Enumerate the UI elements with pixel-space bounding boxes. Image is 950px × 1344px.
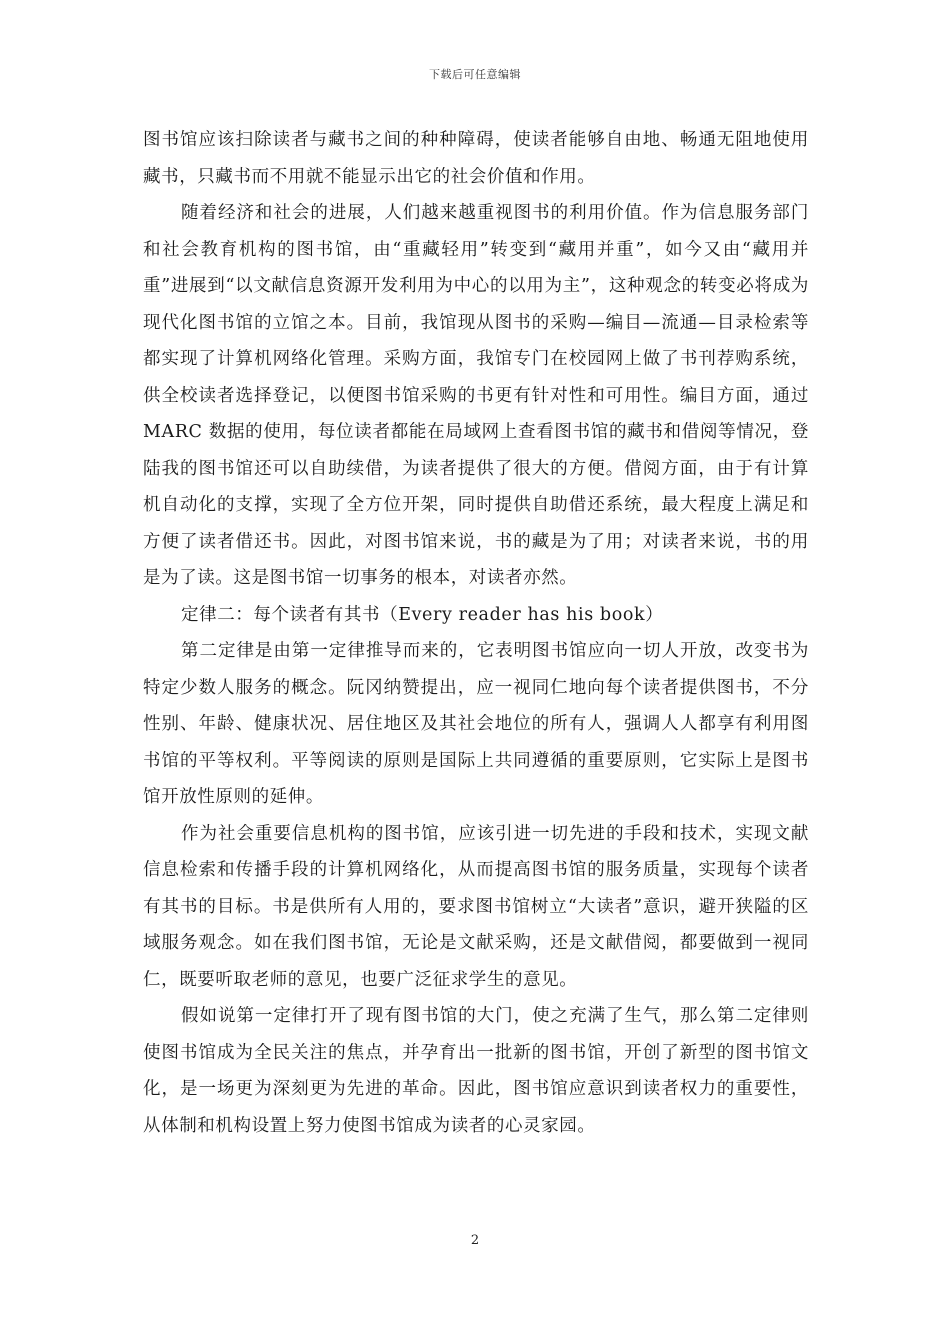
page-header: 下载后可任意编辑	[429, 68, 521, 81]
section-heading-law-two: 定律二：每个读者有其书（Every reader has his book）	[181, 604, 664, 625]
paragraph-4: 作为社会重要信息机构的图书馆，应该引进一切先进的手段和技术，实现文献信息检索和传播手段的计算机网络化，从而提高图书馆的服务质量，实现每个读者有其书的目标。书是供所有人用的，要求图书馆树立“大读者”意识，避开狭隘的区域服务观念。如在我们图书馆，无论是文献采购，还是文献借阅，都要做到一视同仁，既要听取老师的意见，也要广泛征求学生的意见。	[143, 823, 809, 990]
paragraph-1: 图书馆应该扫除读者与藏书之间的种种障碍，使读者能够自由地、畅通无阻地使用藏书，只藏书而不用就不能显示出它的社会价值和作用。	[143, 130, 809, 187]
paragraph-2: 随着经济和社会的进展，人们越来越重视图书的利用价值。作为信息服务部门和社会教育机构的图书馆，由“重藏轻用”转变到“藏用并重”，如今又由“藏用并重”进展到“以文献信息资源开发利用为中心的以用为主”，这种观念的转变必将成为现代化图书馆的立馆之本。目前，我馆现从图书的采购—编目—流通—目录检索等都实现了计算机网络化管理。采购方面，我馆专门在校园网上做了书刊荐购系统，供全校读者选择登记，以便图书馆采购的书更有针对性和可用性。编目方面，通过 MARC 数据的使用，每位读者都能在局域网上查看图书馆的藏书和借阅等情况，登陆我的图书馆还可以自助续借，为读者提供了很大的方便。借阅方面，由于有计算机自动化的支撑，实现了全方位开架，同时提供自助借还系统，最大程度上满足和方便了读者借还书。因此，对图书馆来说，书的藏是为了用；对读者来说，书的用是为了读。这是图书馆一切事务的根本，对读者亦然。	[143, 203, 809, 588]
document-body	[143, 122, 809, 1144]
paragraph-3: 第二定律是由第一定律推导而来的，它表明图书馆应向一切人开放，改变书为特定少数人服务的概念。阮冈纳赞提出，应一视同仁地向每个读者提供图书，不分性别、年龄、健康状况、居住地区及其社会地位的所有人，强调人人都享有利用图书馆的平等权利。平等阅读的原则是国际上共同遵循的重要原则，它实际上是图书馆开放性原则的延伸。	[143, 641, 809, 807]
paragraph-5: 假如说第一定律打开了现有图书馆的大门，使之充满了生气，那么第二定律则使图书馆成为全民关注的焦点，并孕育出一批新的图书馆，开创了新型的图书馆文化，是一场更为深刻更为先进的革命。因此，图书馆应意识到读者权力的重要性，从体制和机构设置上努力使图书馆成为读者的心灵家园。	[143, 1006, 809, 1136]
page-number: 2	[470, 1233, 480, 1248]
